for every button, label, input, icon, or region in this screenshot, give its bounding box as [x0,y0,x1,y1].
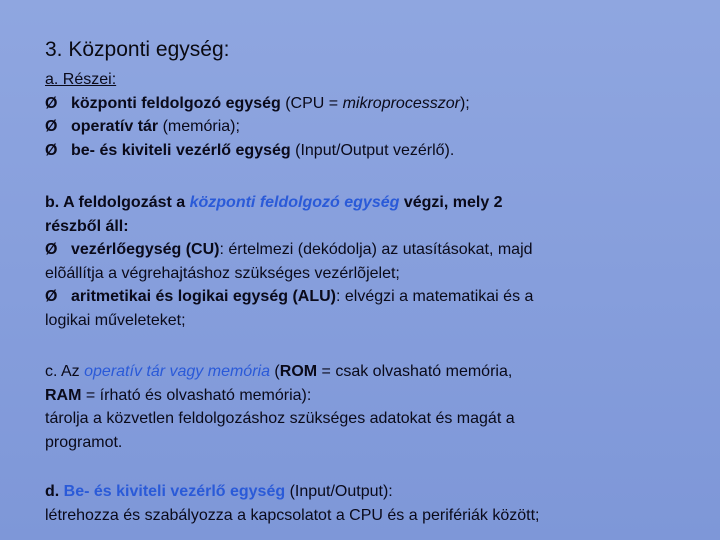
section-b-highlight: központi feldolgozó egység [189,194,400,211]
section-c-line3: tárolja a közvetlen feldolgozáshoz szükséges adatokat és magát a [45,410,515,427]
section-b-line2: részből áll: [45,217,129,235]
arrow-bullet-icon: Ø [45,141,58,159]
bullet-cpu-rest-2: ); [459,94,470,112]
section-c-paren: ( [269,363,280,380]
section-b [45,191,705,332]
section-d [45,480,705,527]
bullet-cu-bold: vezérlőegység (CU) [71,241,220,258]
bullet-io-bold: be- és kiviteli vezérlő egység [71,141,291,159]
section-c-line4: programot. [45,433,123,451]
bullet-cu [45,238,705,262]
bullet-alu-rest: : elvégzi a matematikai és a [335,288,534,305]
bullet-alu-bold: aritmetikai és logikai egység (ALU) [71,288,336,305]
section-c [45,360,705,454]
arrow-bullet-icon: Ø [45,288,58,305]
bullet-cpu-italic: mikroprocesszor [342,94,460,112]
bullet-memory [45,115,705,139]
slide-title: 3. Központi egység: [45,38,230,61]
section-c-lead-text: c. Az [45,363,85,380]
bullet-memory-bold: operatív tár [71,118,159,135]
arrow-bullet-icon: Ø [45,94,58,112]
bullet-cpu [45,92,705,116]
section-c-rom: ROM [279,363,318,380]
section-d-line2: létrehozza és szabályozza a kapcsolatot a CPU és a perifériák között; [45,506,540,524]
section-d-lead-text: d. [45,483,64,500]
bullet-cu-rest: : értelmezi (dekódolja) az utasításokat, majd [219,241,533,258]
arrow-bullet-icon: Ø [45,118,58,135]
section-c-ram-rest: = írható és olvasható memória): [81,386,312,404]
section-c-line2 [45,384,705,408]
section-c-ram: RAM [45,386,82,404]
bullet-alu-line2: logikai műveleteket; [45,311,186,329]
bullet-cu-line2: elõállítja a végrehajtáshoz szükséges vezérlõjelet; [45,264,400,282]
arrow-bullet-icon: Ø [45,241,58,258]
bullet-io-rest: (Input/Output vezérlő). [290,141,455,159]
section-d-lead [45,480,705,504]
bullet-cpu-bold: központi feldolgozó egység [71,94,281,112]
section-c-highlight: operatív tár vagy memória [84,363,270,380]
bullet-alu [45,285,705,309]
bullet-io [45,139,705,163]
section-d-highlight: Be- és kiviteli vezérlő egység [63,483,286,500]
section-b-lead-end: végzi, mely 2 [399,194,503,211]
section-b-lead [45,191,705,215]
section-a [45,68,705,162]
section-c-rom-rest: = csak olvasható memória, [317,363,513,380]
bullet-memory-rest: (memória); [158,118,240,135]
section-a-heading: a. Részei: [45,71,117,88]
bullet-cpu-rest-1: (CPU = [280,94,343,112]
section-c-lead [45,360,705,384]
section-d-rest: (Input/Output): [285,483,393,500]
section-b-lead-text: b. A feldolgozást a [45,194,190,211]
